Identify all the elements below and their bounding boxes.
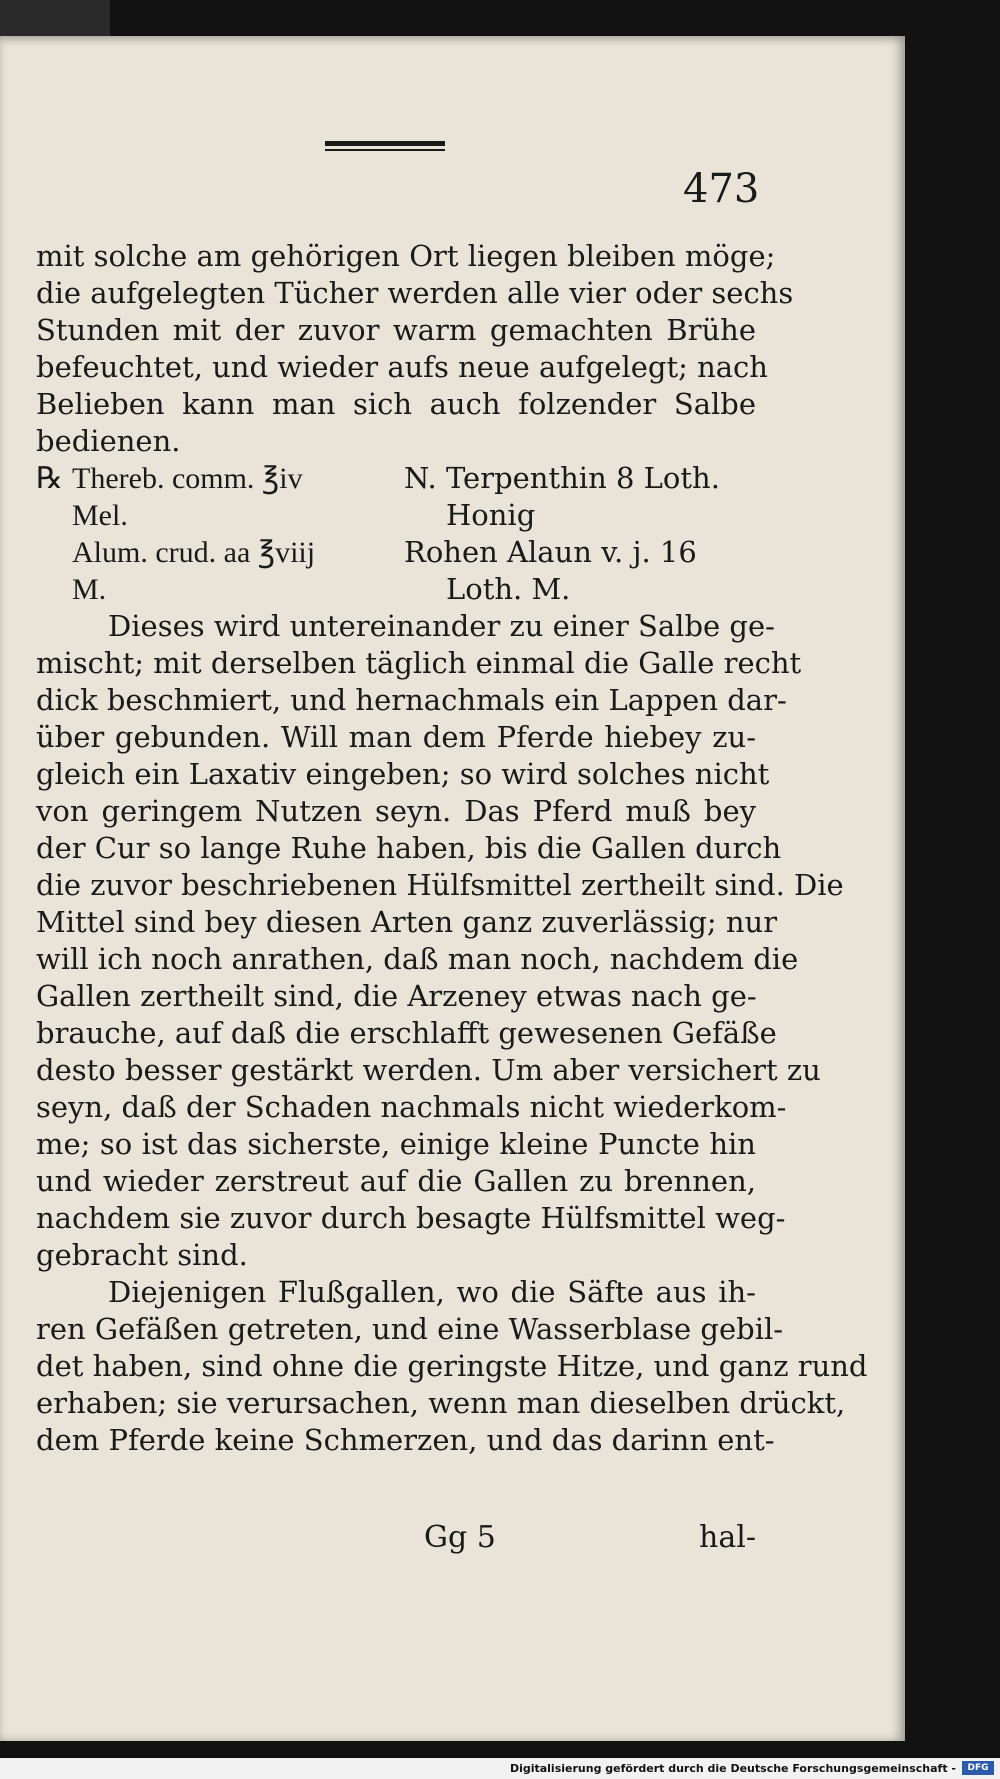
text-line: det haben, sind ohne die geringste Hitze, und ganz rund	[36, 1349, 868, 1383]
text-line: und wieder zerstreut auf die Gallen zu brennen,	[36, 1164, 756, 1198]
signature-mark: Gg 5	[424, 1520, 496, 1555]
text-line: Dieses wird untereinander zu einer Salbe ge-	[108, 609, 775, 643]
text-line: erhaben; sie verursachen, wenn man dieselben drückt,	[36, 1386, 846, 1420]
text-line: gleich ein Laxativ eingeben; so wird solches nicht	[36, 757, 770, 791]
text-line: Stunden mit der zuvor warm gemachten Brühe	[36, 313, 756, 347]
text-line: die zuvor beschriebenen Hülfsmittel zertheilt sind. Die	[36, 868, 844, 902]
paragraph-2	[36, 608, 844, 1274]
recipe-german-line: Rohen Alaun v. j. 16	[404, 535, 697, 569]
recipe-latin-line: Mel.	[72, 499, 128, 532]
text-line: der Cur so lange Ruhe haben, bis die Gallen durch	[36, 831, 782, 865]
text-line: dick beschmiert, und hernachmals ein Lappen dar-	[36, 683, 787, 717]
text-line: ren Gefäßen getreten, und eine Wasserblase gebil-	[36, 1312, 784, 1346]
text-line: mischt; mit derselben täglich einmal die Galle recht	[36, 646, 802, 680]
text-line: Belieben kann man sich auch folzender Salbe	[36, 387, 756, 421]
recipe-symbol: ℞	[36, 461, 63, 496]
text-line: über gebunden. Will man dem Pferde hiebey zu-	[36, 720, 756, 754]
text-line: mit solche am gehörigen Ort liegen bleiben möge;	[36, 239, 776, 273]
page-text	[36, 238, 868, 1459]
recipe-german-line: Loth. M.	[446, 572, 571, 606]
text-line: nachdem sie zuvor durch besagte Hülfsmittel weg-	[36, 1201, 786, 1235]
recipe-german-line: N. Terpenthin 8 Loth.	[404, 461, 720, 495]
recipe-latin-line: Alum. crud. aa ℥viij	[72, 536, 316, 569]
text-line: dem Pferde keine Schmerzen, und das darinn ent-	[36, 1423, 775, 1457]
recipe-german-line: Honig	[446, 498, 536, 532]
text-line: brauche, auf daß die erschlafft gewesenen Gefäße	[36, 1016, 777, 1050]
text-line: bedienen.	[36, 424, 181, 458]
paragraph-1	[36, 238, 794, 460]
text-line: von geringem Nutzen seyn. Das Pferd muß bey	[36, 794, 756, 828]
text-line: Mittel sind bey diesen Arten ganz zuverlässig; nur	[36, 905, 778, 939]
page-number: 473	[683, 166, 760, 212]
text-line: Gallen zertheilt sind, die Arzeney etwas nach ge-	[36, 979, 757, 1013]
catchword: hal-	[699, 1520, 756, 1555]
text-line: die aufgelegten Tücher werden alle vier oder sechs	[36, 276, 794, 310]
digitization-footer	[0, 1758, 1000, 1779]
text-line: desto besser gestärkt werden. Um aber versichert zu	[36, 1053, 821, 1087]
text-line: gebracht sind.	[36, 1238, 248, 1272]
footer-text: Digitalisierung gefördert durch die Deutsche Forschungsgemeinschaft -	[509, 1762, 956, 1775]
text-line: befeuchtet, und wieder aufs neue aufgelegt; nach	[36, 350, 768, 384]
scan-edge	[0, 0, 110, 40]
recipe-latin	[72, 460, 417, 608]
paragraph-3	[36, 1274, 868, 1459]
text-line: seyn, daß der Schaden nachmals nicht wiederkom-	[36, 1090, 787, 1124]
recipe-german	[404, 460, 764, 608]
text-line: Diejenigen Flußgallen, wo die Säfte aus ih-	[108, 1275, 756, 1309]
recipe-block	[36, 460, 756, 608]
recipe-latin-line: Thereb. comm. ℥iv	[72, 462, 303, 495]
text-line: me; so ist das sicherste, einige kleine Puncte hin	[36, 1127, 756, 1161]
header-rule	[325, 141, 445, 153]
text-line: will ich noch anrathen, daß man noch, nachdem die	[36, 942, 799, 976]
dfg-logo: DFG	[962, 1761, 994, 1775]
page-catchline	[36, 1520, 756, 1560]
recipe-latin-line: M.	[72, 573, 107, 606]
